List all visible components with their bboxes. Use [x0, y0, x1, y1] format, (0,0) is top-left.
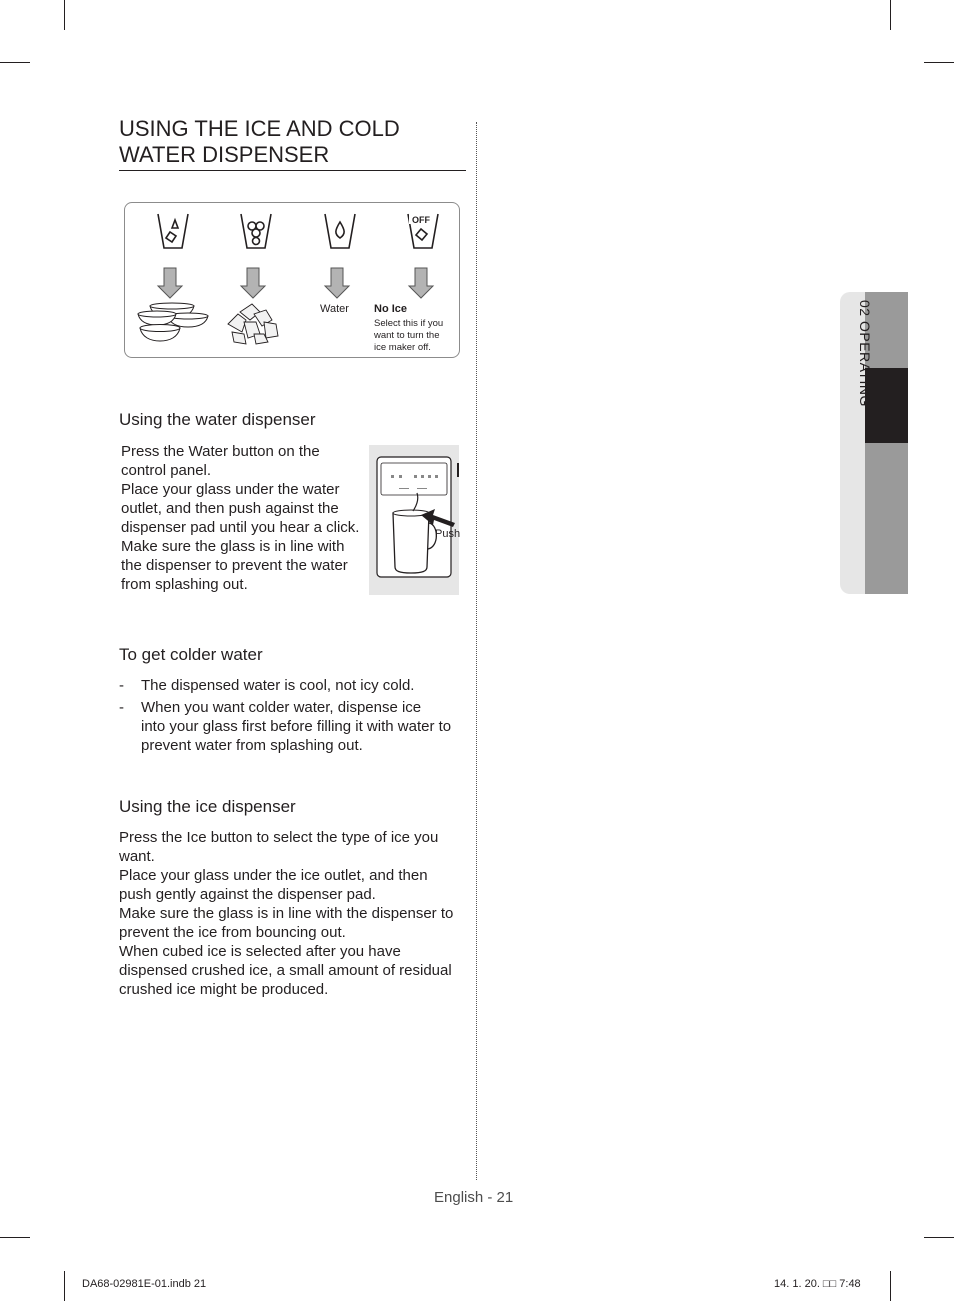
crop-mark [0, 1237, 30, 1238]
body-line: dispensed crushed ice, a small amount of residual [119, 962, 452, 979]
crushed-ice-illustration [224, 300, 284, 346]
list-item [119, 676, 464, 695]
illustration-edge-mark [457, 463, 459, 477]
print-slug-date: 14. 1. 20. □□ 7:48 [774, 1278, 861, 1290]
no-ice-option-label: No Ice [374, 303, 408, 315]
crop-mark [64, 0, 65, 30]
body-line: Make sure the glass is in line with the dispenser to [119, 905, 454, 922]
section-heading: Using the water dispenser [119, 410, 316, 429]
down-arrow-icon [158, 268, 433, 298]
chapter-tab-label: 02 OPERATING [857, 300, 873, 407]
water-glass-icon [325, 214, 355, 248]
body-line: When cubed ice is selected after you have [119, 943, 401, 960]
section-heading: Using the ice dispenser [119, 797, 296, 816]
body-line: Place your glass under the water [121, 481, 340, 498]
off-label: OFF [412, 215, 430, 225]
body-line: dispenser pad until you hear a click. [121, 519, 360, 536]
description-line: Select this if you [374, 318, 444, 329]
description-line: want to turn the [374, 330, 440, 341]
crop-mark [0, 62, 30, 63]
cubed-ice-glass-icon [158, 214, 188, 248]
print-slug-file: DA68-02981E-01.indb 21 [82, 1278, 207, 1290]
body-line: Press the Ice button to select the type of ice you [119, 829, 439, 846]
page-title-line: USING THE ICE AND COLD [119, 116, 400, 141]
body-line: from splashing out. [121, 576, 248, 593]
list-line: prevent water from splashing out. [141, 737, 363, 754]
water-option-label: Water [320, 303, 349, 315]
list-line: When you want colder water, dispense ice [141, 699, 422, 716]
dispenser-options-icons [150, 208, 450, 308]
description-line: ice maker off. [374, 342, 431, 353]
cubed-ice-bowls-illustration [134, 298, 214, 348]
no-ice-option-description [374, 318, 443, 354]
body-line: Press the Water button on the [121, 443, 320, 460]
colder-water-list [119, 676, 464, 755]
crushed-ice-glass-icon [241, 214, 271, 248]
page-number: English - 21 [434, 1189, 514, 1206]
body-line: Make sure the glass is in line with [121, 538, 345, 555]
crop-mark [890, 0, 891, 30]
list-line: into your glass first before filling it with water to [141, 718, 452, 735]
body-line: outlet, and then push against the [121, 500, 339, 517]
column-divider [476, 122, 477, 1180]
ice-instructions [119, 828, 464, 999]
body-line: prevent the ice from bouncing out. [119, 924, 346, 941]
page-title-line: WATER DISPENSER [119, 142, 330, 167]
water-dispenser-illustration [369, 445, 461, 596]
body-line: crushed ice might be produced. [119, 981, 329, 998]
glass-icon [393, 513, 429, 573]
body-line: Place your glass under the ice outlet, and then [119, 867, 428, 884]
crop-mark [890, 1271, 891, 1301]
crop-mark [64, 1271, 65, 1301]
list-dash: - [119, 699, 124, 716]
list-dash: - [119, 677, 124, 694]
list-item [119, 698, 464, 755]
body-line: control panel. [121, 462, 212, 479]
body-line: push gently against the dispenser pad. [119, 886, 376, 903]
water-instructions [121, 442, 371, 594]
body-line: want. [119, 848, 155, 865]
body-line: the dispenser to prevent the water [121, 557, 348, 574]
section-heading: To get colder water [119, 645, 263, 664]
push-label: Push [435, 528, 461, 540]
crop-mark [924, 1237, 954, 1238]
control-panel [381, 463, 447, 495]
list-line: The dispensed water is cool, not icy cold. [141, 677, 415, 694]
page-title [119, 116, 466, 171]
crop-mark [924, 62, 954, 63]
